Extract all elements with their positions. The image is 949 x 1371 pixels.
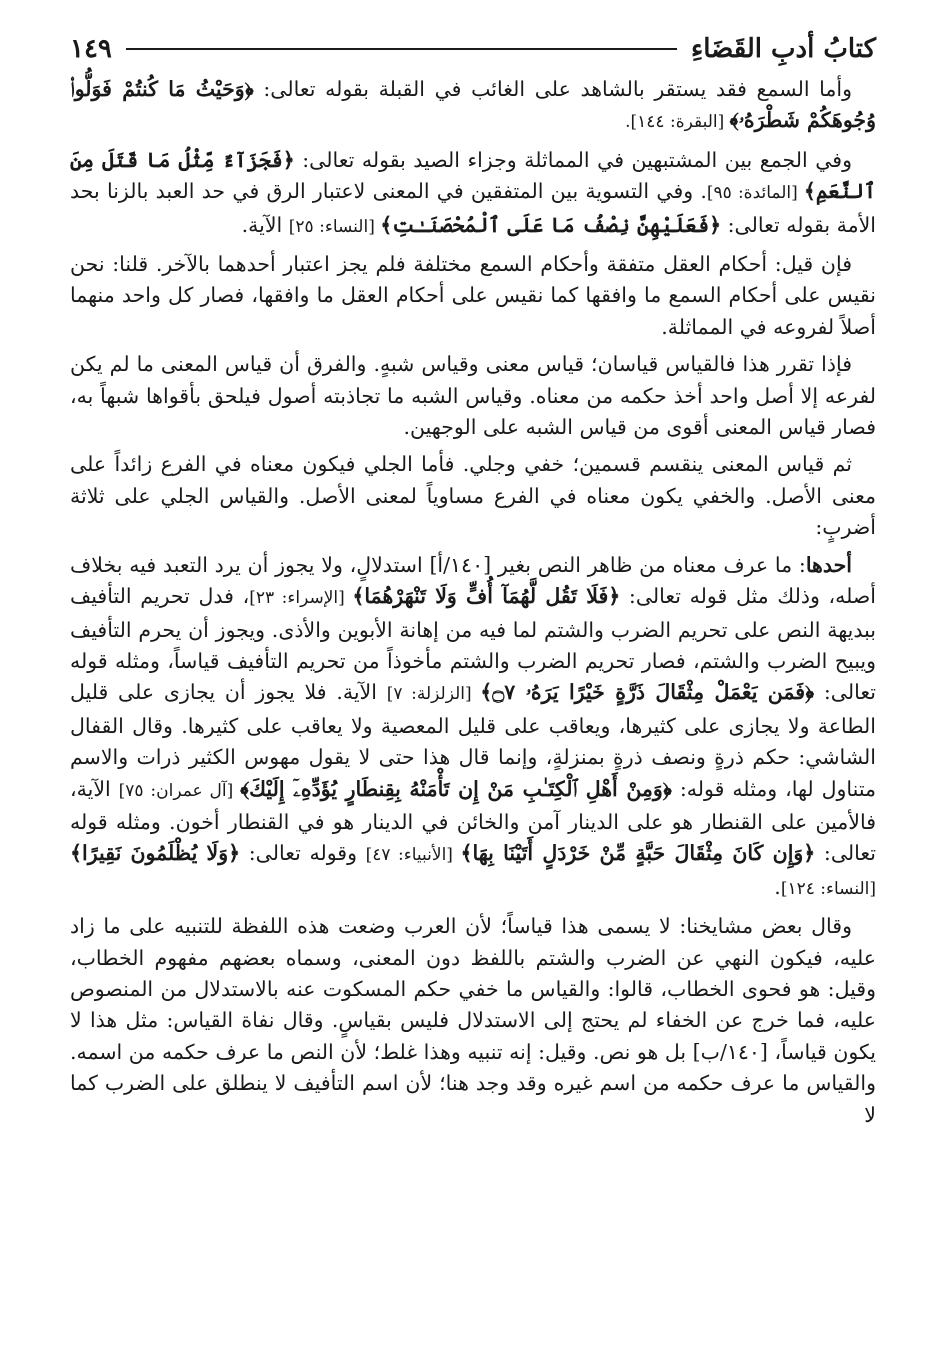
text-run: بل هو نص. وقيل: إنه تنبيه وهذا غلط؛ لأن النص ما عرف حكمه من اسمه. والقياس ما عرف حكمه من اسم غيره وقد وجد هنا؛ لأن اسم التأفيف لا ينطلق على الضرب كما لا <box>70 1039 876 1127</box>
section-lead-word: أحدها <box>805 552 852 577</box>
text-run: فإذا تقرر هذا فالقياس قياسان؛ قياس معنى وقياس شبهٍ. والفرق أن قياس المعنى ما لم يكن لفرعه إلا أصل واحد أخذ حكمه من معناه. وقياس الشبه ما تجاذبته أصول فيلحق بأقواها شبهاً به، فصار قياس المعنى أقوى من قياس الشبه على الوجهين. <box>70 352 876 440</box>
text-run: الآية، فالأمين على القنطار هو على الدينار آمن والخائن في الدينار هو في القنطار أخون. ومثله قوله تعالى: <box>70 776 877 866</box>
quran-verse: ﴿وَلَا يُظْلَمُونَ نَقِيرًا﴾ <box>70 841 241 866</box>
text-run: وقال بعض مشايخنا: لا يسمى هذا قياساً؛ لأن العرب وضعت هذه اللفظة للتنبيه على ما زاد عليه، فيكون النهي عن الضرب والشتم باللفظ دون المعنى، وسماه بعضهم مفهوم الخطاب، وقيل: هو فحوى الخطاب، قالوا: والقياس ما خفي حكم المسكوت عنه بالاستدلال من المنصوص عليه، فما خرج عن الخفاء لم يحتج إلى الاستدلال فليس بقياسٍ. وقال نفاة القياس: مثل هذا لا يكون قياساً، <box>70 914 876 1064</box>
verse-reference: [الأنبياء: ٤٧] <box>365 845 461 866</box>
text-run: . وفي التسوية بين المتفقين في المعنى لاعتبار الرق في حد العبد بالزنا بحد الأمة بقوله تعالى: <box>70 179 876 237</box>
manuscript-folio-marker: [١٤٠/أ] <box>429 552 492 577</box>
verse-reference: [آل عمران: ٧٥] <box>118 780 241 801</box>
text-run: استدلالٍ، ولا يجوز أن يرد التعبد فيه بخلاف أصله، وذلك مثل قوله تعالى: <box>70 552 877 609</box>
quran-verse: ﴿فَجَزَآءٌ مِّثْلُ مَا قَتَلَ مِنَ ٱلنَّعَمِ﴾ <box>70 147 876 204</box>
paragraph-5 <box>70 449 876 543</box>
verse-reference: [المائدة: ٩٥] <box>706 183 804 204</box>
quran-verse: ﴿وَمِنْ أَهْلِ ٱلْكِتَـٰبِ مَنْ إِن تَأْمَنْهُ بِقِنطَارٍ يُؤَدِّهِۦٓ إِلَيْكَ﴾ <box>240 776 672 801</box>
page-body <box>70 74 876 1131</box>
text-run: فإن قيل: أحكام العقل متفقة وأحكام السمع مختلفة فلم يجز اعتبار أحدهما بالآخر. قلنا: نحن نقيس على أحكام السمع ما وافقها كما نقيس على أحكام العقل ما وافقها، فصار كل واحد منهما أصلاً لفروعه في المماثلة. <box>70 252 876 339</box>
header-rule <box>126 48 677 50</box>
book-title: كتابُ أدبِ القَضَاءِ <box>691 34 876 64</box>
verse-reference: [النساء: ١٢٤] <box>780 878 876 899</box>
text-run: الآية. <box>241 212 289 237</box>
quran-verse: ﴿فَمَن يَعْمَلْ مِثْقَالَ ذَرَّةٍ خَيْرًا يَرَهُۥ ۝٧﴾ <box>480 680 815 705</box>
page-number: ١٤٩ <box>70 34 112 64</box>
verse-reference: [البقرة: ١٤٤]. <box>625 112 730 133</box>
text-run: ، فدل تحريم التأفيف ببديهة النص على تحريم الضرب والشتم لما فيه من إهانة الأبوين والأذى. ويجوز أن يحرم التأفيف ويبيح الضرب والشتم، فصار تحريم الضرب والشتم مأخوذاً من تحريم التأفيف قياساً، ومثله قوله تعالى: <box>70 584 876 705</box>
paragraph-2 <box>70 145 876 243</box>
quran-verse: ﴿وَحَيْثُ مَا كُنتُمْ فَوَلُّوا۟ وُجُوهَكُمْ شَطْرَهُۥ﴾ <box>70 77 876 133</box>
paragraph-3 <box>70 249 876 343</box>
verse-reference: [النساء: ٢٥] <box>288 216 381 237</box>
paragraph-7 <box>70 911 876 1131</box>
quran-verse: ﴿فَلَا تَقُل لَّهُمَآ أُفٍّ وَلَا تَنْهَرْهُمَا﴾ <box>352 584 621 609</box>
quran-verse: ﴿فَعَلَيْهِنَّ نِصْفُ مَا عَلَى ٱلْمُحْصَنَـٰتِ﴾ <box>380 212 722 237</box>
manuscript-folio-marker: [١٤٠/ب] <box>692 1039 768 1064</box>
paragraph-6 <box>70 550 876 905</box>
text-run: ثم قياس المعنى ينقسم قسمين؛ خفي وجلي. فأما الجلي فيكون معناه في الفرع زائداً على معنى الأصل. والخفي يكون معناه في الفرع مساوياً لمعنى الأصل. والقياس الجلي على ثلاثة أضربٍ: <box>70 452 876 540</box>
book-page <box>70 26 876 1356</box>
text-run: وفي الجمع بين المشتبهين في المماثلة وجزاء الصيد بقوله تعالى: <box>294 147 852 172</box>
text-run: : ما عرف معناه من ظاهر النص بغير <box>491 552 806 577</box>
paragraph-1 <box>70 74 876 139</box>
text-run: وقوله تعالى: <box>240 841 366 866</box>
running-header <box>70 26 876 72</box>
paragraph-4 <box>70 349 876 443</box>
verse-reference: [الزلزلة: ٧] <box>386 684 481 705</box>
quran-verse: ﴿وَإِن كَانَ مِثْقَالَ حَبَّةٍ مِّنْ خَرْدَلٍ أَتَيْنَا بِهَا﴾ <box>460 841 816 866</box>
text-run: الآية. فلا يجوز أن يجازى على قليل الطاعة ولا يجازى على كثيرها، ويعاقب على قليل المعصية ولا يعاقب على كثيرها. وقال القفال الشاشي: حكم ذرةٍ ونصف ذرةٍ بمنزلةٍ، وإنما قال هذا حتى لا يقول مهوس الكثير ذرات والاسم متناول لها، ومثله قوله: <box>70 680 876 801</box>
text-run: . <box>774 874 781 899</box>
verse-reference: [الإسراء: ٢٣] <box>249 588 353 609</box>
text-run: وأما السمع فقد يستقر بالشاهد على الغائب في القبلة بقوله تعالى: <box>253 77 852 101</box>
